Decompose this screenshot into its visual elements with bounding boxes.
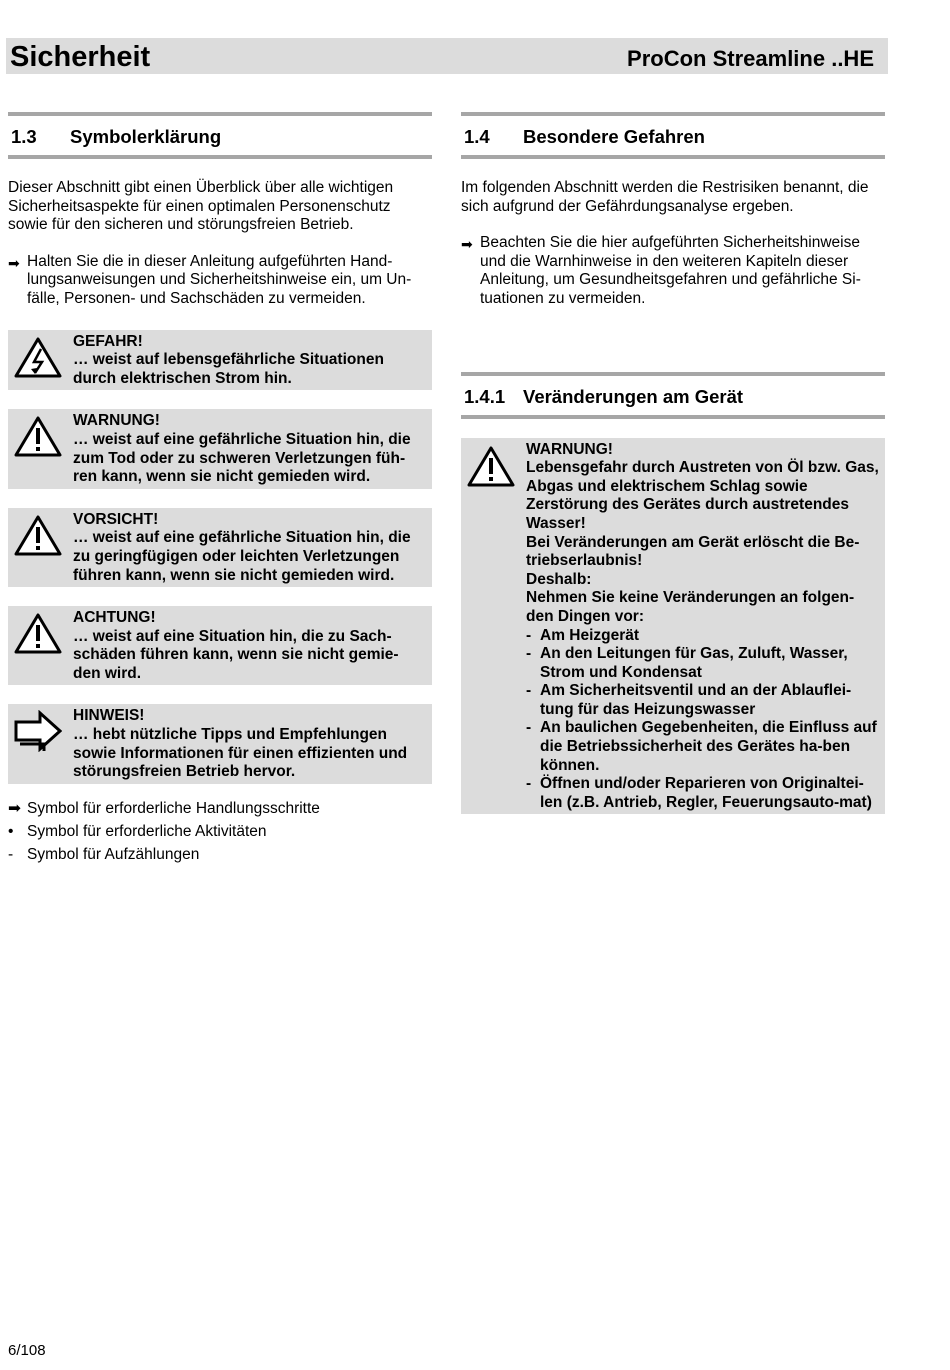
list-item: - Öffnen und/oder Reparieren von Originaltei-len (z.B. Antrieb, Regler, Feuerungsauto-mat) <box>526 775 872 811</box>
arrow-bullet-icon: ➡ <box>8 254 20 271</box>
list-item: - Am Sicherheitsventil und an der Ablauflei-tung für das Heizungswasser <box>526 682 852 718</box>
page-title: Sicherheit <box>10 41 151 73</box>
page-header <box>6 38 888 74</box>
box-text: Nehmen Sie keine Veränderungen an folgen-den Dingen vor: <box>526 589 855 625</box>
dash-bullet-icon: - <box>8 845 14 863</box>
legend-item <box>8 823 432 846</box>
warning-triangle-icon <box>14 415 62 457</box>
arrow-bullet-icon: ➡ <box>461 236 473 253</box>
box-text: … weist auf eine gefährliche Situation hin, die zu geringfügigen oder leichten Verletzungen führen kann, wenn sie nicht gemieden wird. <box>73 529 411 584</box>
section-number: 1.4 <box>464 126 490 147</box>
box-text: … weist auf eine gefährliche Situation hin, die zum Tod oder zu schweren Verletzungen füh-ren kann, wenn sie nicht gemieden wird. <box>73 430 411 486</box>
modification-list <box>526 627 879 813</box>
box-label: GEFAHR! <box>73 332 143 350</box>
box-label: WARNUNG! <box>526 440 613 458</box>
left-column <box>8 112 432 869</box>
list-item: - An den Leitungen für Gas, Zuluft, Wasser, Strom und Kondensat <box>526 645 848 681</box>
instruction-item <box>8 253 432 309</box>
section-title: Besondere Gefahren <box>523 126 705 147</box>
legend-item <box>8 800 432 823</box>
box-text: Lebensgefahr durch Austreten von Öl bzw. Gas, Abgas und elektrischem Schlag sowie Zerstörung des Gerätes durch austretendes Wasser! <box>526 459 879 532</box>
box-text: … weist auf eine Situation hin, die zu Sach-schäden führen kann, wenn sie nicht gemie-den wird. <box>73 627 399 682</box>
subsection-heading-1-4-1 <box>461 372 885 419</box>
box-text: … hebt nützliche Tipps und Empfehlungen sowie Informationen für einen effizienten und störungsfreien Betrieb hervor. <box>73 726 408 781</box>
caution-box <box>8 508 432 587</box>
dot-bullet-icon: • <box>8 822 14 840</box>
intro-paragraph: Im folgenden Abschnitt werden die Restrisiken benannt, die sich aufgrund der Gefährdungsanalyse ergeben. <box>461 179 869 215</box>
right-column <box>461 112 885 814</box>
arrow-right-icon <box>14 710 62 752</box>
list-item: - Am Heizgerät <box>526 626 640 644</box>
note-box <box>8 704 432 783</box>
product-name: ProCon Streamline ..HE <box>627 46 874 71</box>
section-heading-1-4 <box>461 112 885 159</box>
instruction-text: Beachten Sie die hier aufgeführten Sicherheitshinweise und die Warnhinweise in den weiteren Kapiteln dieser Anleitung, um Gesundheitsgefahren und gefährliche Si-tuationen zu vermeiden. <box>480 234 861 307</box>
section-number: 1.3 <box>11 126 37 147</box>
list-item: - An baulichen Gegebenheiten, die Einfluss auf die Betriebssicherheit des Gerätes ha-ben können. <box>526 719 877 774</box>
legend-text: Symbol für Aufzählungen <box>27 845 200 863</box>
box-text: Deshalb: <box>526 570 592 588</box>
intro-paragraph: Dieser Abschnitt gibt einen Überblick über alle wichtigen Sicherheitsaspekte für einen optimalen Personenschutz sowie für den sicheren und störungsfreien Betrieb. <box>8 179 394 234</box>
box-label: HINWEIS! <box>73 707 145 725</box>
box-label: VORSICHT! <box>73 510 159 528</box>
electric-hazard-icon <box>14 336 62 378</box>
box-label: WARNUNG! <box>73 412 160 430</box>
warning-triangle-icon <box>467 445 515 487</box>
warning-box <box>8 409 432 488</box>
page-number: 6/108 <box>8 1342 46 1359</box>
box-label: ACHTUNG! <box>73 609 156 627</box>
subsection-number: 1.4.1 <box>464 385 506 407</box>
instruction-text: Halten Sie die in dieser Anleitung aufgeführten Hand-lungsanweisungen und Sicherheitshinweise ein, um Un-fälle, Personen- und Sachschäden zu vermeiden. <box>27 252 412 307</box>
subsection-title: Veränderungen am Gerät <box>523 385 744 407</box>
danger-box <box>8 330 432 391</box>
box-text: … weist auf lebensgefährliche Situationen durch elektrischen Strom hin. <box>73 351 384 387</box>
legend-text: Symbol für erforderliche Handlungsschritte <box>27 799 320 817</box>
warning-triangle-icon <box>14 514 62 556</box>
symbol-legend <box>8 800 432 869</box>
warning-triangle-icon <box>14 612 62 654</box>
legend-item <box>8 846 432 869</box>
box-text: Bei Veränderungen am Gerät erlöscht die Be-triebserlaubnis! <box>526 533 860 570</box>
arrow-bullet-icon: ➡ <box>8 799 21 817</box>
section-heading-1-3 <box>8 112 432 159</box>
section-title: Symbolerklärung <box>70 126 222 147</box>
instruction-item <box>461 234 885 308</box>
legend-text: Symbol für erforderliche Aktivitäten <box>27 822 267 840</box>
attention-box <box>8 606 432 685</box>
modification-warning-box <box>461 438 885 815</box>
